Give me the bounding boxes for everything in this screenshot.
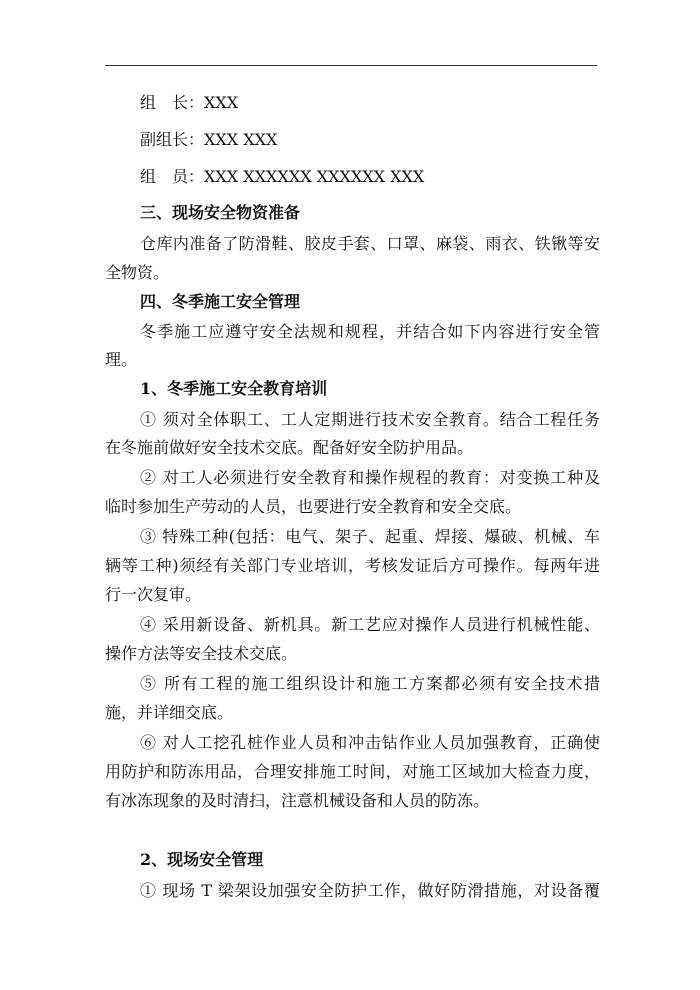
- subsection-2-item-1-line: ① 现场 T 梁架设加强安全防护工作，做好防滑措施，对设备覆: [140, 881, 600, 900]
- item-2-line: ② 对工人必须进行安全教育和操作规程的教育：对变换工种及: [140, 468, 600, 487]
- item-4-line: ④ 采用新设备、新机具。新工艺应对操作人员进行机械性能、: [140, 615, 600, 634]
- item-1-line: ① 须对全体职工、工人定期进行技术安全教育。结合工程任务: [140, 410, 600, 429]
- header-rule: [105, 65, 597, 66]
- subsection-1-heading: 1、冬季施工安全教育培训: [140, 379, 328, 398]
- section-4-paragraph-line: 理。: [105, 350, 138, 369]
- team-leader: 组 长：XXX: [140, 93, 239, 112]
- item-1-line: 在冬施前做好安全技术交底。配备好安全防护用品。: [105, 438, 474, 457]
- item-2-line: 临时参加生产劳动的人员，也要进行安全教育和安全交底。: [105, 497, 522, 516]
- team-deputy: 副组长：XXX XXX: [140, 130, 278, 149]
- item-3-line: ③ 特殊工种(包括：电气、架子、起重、焊接、爆破、机械、车: [140, 527, 600, 546]
- team-members: 组 员：XXX XXXXXX XXXXXX XXX: [140, 167, 425, 186]
- item-3-line: 行一次复审。: [105, 585, 202, 604]
- item-6-line: ⑥ 对人工挖孔桩作业人员和冲击钻作业人员加强教育，正确使: [140, 733, 600, 752]
- item-3-line: 辆等工种)须经有关部门专业培训，考核发证后方可操作。每两年进: [105, 556, 600, 575]
- subsection-2-heading: 2、现场安全管理: [140, 850, 264, 869]
- section-3-heading: 三、现场安全物资准备: [140, 203, 301, 222]
- item-5-line: ⑤ 所有工程的施工组织设计和施工方案都必须有安全技术措: [140, 674, 600, 693]
- item-6-line: 有冰冻现象的及时清扫，注意机械设备和人员的防冻。: [105, 791, 490, 810]
- section-4-paragraph-line: 冬季施工应遵守安全法规和规程，并结合如下内容进行安全管: [140, 322, 600, 341]
- section-3-paragraph-line: 全物资。: [105, 263, 170, 282]
- item-4-line: 操作方法等安全技术交底。: [105, 644, 298, 663]
- section-3-paragraph-line: 仓库内准备了防滑鞋、胶皮手套、口罩、麻袋、雨衣、铁锹等安: [140, 234, 600, 253]
- item-6-line: 用防护和防冻用品，合理安排施工时间，对施工区域加大检查力度，: [105, 762, 600, 781]
- item-5-line: 施，并详细交底。: [105, 703, 234, 722]
- section-4-heading: 四、冬季施工安全管理: [140, 292, 301, 311]
